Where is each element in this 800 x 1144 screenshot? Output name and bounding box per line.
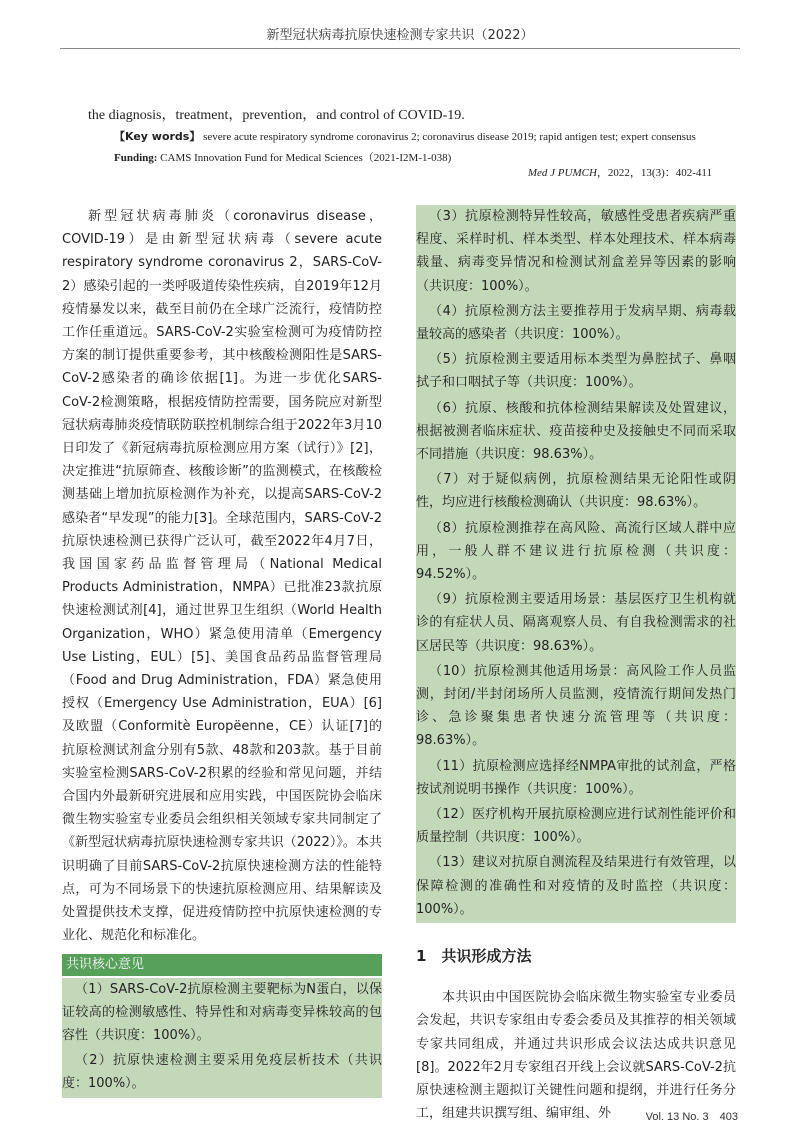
running-header: 新型冠状病毒抗原快速检测专家共识（2022） (266, 28, 534, 43)
right-column (416, 205, 736, 1125)
abstract-tail: the diagnosis，treatment，prevention，and control of COVID-19. (88, 108, 465, 123)
consensus-item: （5）抗原检测主要适用标本类型为鼻腔拭子、鼻咽拭子和口咽拭子等（共识度：100%）。 (416, 348, 736, 396)
citation-details: ，2022，13(3)：402-411 (596, 167, 712, 179)
consensus-item: （11）抗原检测应选择经NMPA审批的试剂盒，严格按试剂说明书操作（共识度：100%）。 (416, 755, 736, 803)
consensus-box-right (416, 205, 736, 923)
consensus-item: （7）对于疑似病例，抗原检测结果无论阳性或阴性，均应进行核酸检测确认（共识度：98.63%）。 (416, 468, 736, 516)
funding-label: Funding: (114, 152, 158, 164)
consensus-item: （10）抗原检测其他适用场景：高风险工作人员监测，封闭/半封闭场所人员监测，疫情流行期间发热门诊、急诊聚集患者快速分流管理等（共识度：98.63%）。 (416, 660, 736, 755)
intro-paragraph: 新型冠状病毒肺炎（coronavirus disease，COVID-19）是由新型冠状病毒（severe acute respiratory syndrome coronavirus 2，SARS-CoV-2）感染引起的一类呼吸道传染性疾病，自2019年12月疫情暴发以来，截至目前仍在全球广泛流行，疫情防控工作任重道远。SARS-CoV-2实验室检测可为疫情防控方案的制订提供重要参考，其中核酸检测阳性是SARS-CoV-2感染者的确诊依据[1]。为进一步优化SARS-CoV-2检测策略，根据疫情防控需要，国务院应对新型冠状病毒肺炎疫情联防联控机制综合组于2022年3月10日印发了《新冠病毒抗原检测应用方案（试行）》[2]，决定推进“抗原筛查、核酸诊断”的监测模式，在核酸检测基础上增加抗原检测作为补充，以提高SARS-CoV-2感染者“早发现”的能力[3]。全球范围内，SARS-CoV-2抗原快速检测已获得广泛认可，截至2022年4月7日，我国国家药品监督管理局（National Medical Products Administration，NMPA）已批准23款抗原快速检测试剂[4]，通过世界卫生组织（World Health Organization，WHO）紧急使用清单（Emergency Use Listing，EUL）[5]、美国食品药品监督管理局（Food and Drug Administration，FDA）紧急使用授权（Emergency Use Administration，EUA）[6]及欧盟（Conformitè Europëenne，CE）认证[7]的抗原检测试剂盒分别有5款、48款和203款。基于目前实验室检测SARS-CoV-2积累的经验和常见问题，并结合国内外最新研究进展和应用实践，中国医院协会临床微生物实验室专业委员会组织相关领域专家共同制定了《新型冠状病毒抗原快速检测专家共识（2022）》。本共识明确了目前SARS-CoV-2抗原快速检测方法的性能特点，可为不同场景下的快速抗原检测应用、结果解读及处置提供技术支撑，促进疫情防控中抗原快速检测的专业化、规范化和标准化。 (62, 209, 382, 944)
keywords-label: 【Key words】 (114, 130, 201, 143)
consensus-item: （3）抗原检测特异性较高，敏感性受患者疾病严重程度、采样时机、样本类型、样本处理技术、样本病毒载量、病毒变异情况和检测试剂盒差异等因素的影响（共识度：100%）。 (416, 205, 736, 300)
consensus-heading: 共识核心意见 (62, 954, 382, 976)
consensus-item: （13）建议对抗原自测流程及结果进行有效管理，以保障检测的准确性和对疫情的及时监控（共识度：100%）。 (416, 851, 736, 923)
funding-line (114, 149, 451, 165)
consensus-item: （8）抗原检测推荐在高风险、高流行区域人群中应用，一般人群不建议进行抗原检测（共识度：94.52%）。 (416, 517, 736, 589)
consensus-box-left (62, 954, 382, 1098)
section-title: 1 共识形成方法 (416, 947, 532, 966)
consensus-item: （4）抗原检测方法主要推荐用于发病早期、病毒载量较高的感染者（共识度：100%）。 (416, 300, 736, 348)
consensus-item: （12）医疗机构开展抗原检测应进行试剂性能评价和质量控制（共识度：100%）。 (416, 803, 736, 851)
consensus-item: （2）抗原快速检测主要采用免疫层析技术（共识度：100%）。 (62, 1049, 382, 1097)
journal-name: Med J PUMCH (527, 167, 597, 179)
keywords-line (114, 128, 696, 144)
section-paragraph: 本共识由中国医院协会临床微生物实验室专业委员会发起，共识专家组由专委会委员及其推荐的相关领域专家共同组成，并通过共识形成会议法达成共识意见[8]。2022年2月专家组召开线上会议就SARS-CoV-2抗原快速检测主题拟订关键性问题和提纲，并进行任务分工，组建共识撰写组、编审组、外 (416, 990, 736, 1122)
page-footer: Vol. 13 No. 3 403 (645, 1111, 738, 1123)
funding-text: CAMS Innovation Fund for Medical Sciences（2021-I2M-1-038) (160, 152, 452, 164)
journal-citation (528, 164, 712, 180)
left-column (62, 205, 382, 1098)
header-divider (60, 48, 740, 49)
consensus-item: （6）抗原、核酸和抗体检测结果解读及处置建议，根据被测者临床症状、疫苗接种史及接触史不同而采取不同措施（共识度：98.63%）。 (416, 397, 736, 469)
keywords-text: severe acute respiratory syndrome coronavirus 2; coronavirus disease 2019; rapid antigen test; expert consensus (203, 131, 696, 143)
consensus-item: （1）SARS-CoV-2抗原检测主要靶标为N蛋白，以保证较高的检测敏感性、特异性和对病毒变异株较高的包容性（共识度：100%）。 (62, 978, 382, 1050)
consensus-item: （9）抗原检测主要适用场景：基层医疗卫生机构就诊的有症状人员、隔离观察人员、有自我检测需求的社区居民等（共识度：98.63%）。 (416, 588, 736, 660)
